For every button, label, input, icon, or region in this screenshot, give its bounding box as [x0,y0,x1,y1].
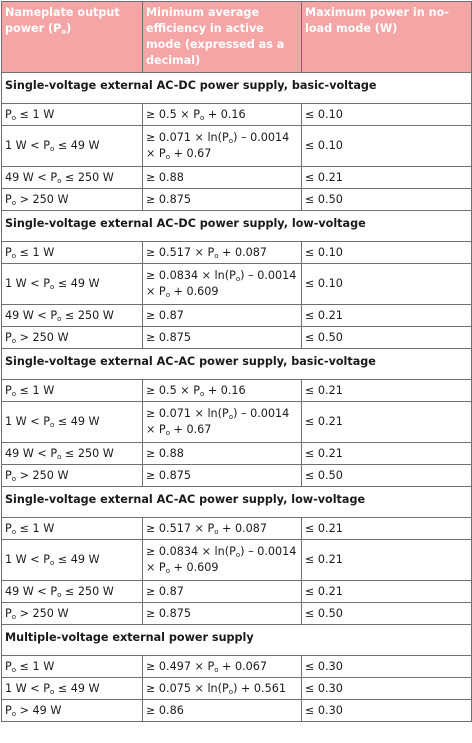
text-part: P [5,659,12,673]
table-row [2,327,472,349]
subscript: o [11,612,17,621]
section-row [2,211,472,242]
text-part: ≥ 0.497 × P [146,659,215,673]
noload-power-cell: ≤ 0.10 [302,104,472,126]
text-part: ) – 0.0014 × P [146,131,290,160]
text-part: ≤ 250 W [61,308,114,322]
noload-power-cell: ≤ 0.30 [302,656,472,678]
text-part: ≥ 0.87 [146,308,184,322]
text-part: > 250 W [16,468,69,482]
power-range-cell [2,104,143,126]
table-row [2,305,472,327]
text-part: ≥ 0.517 × P [146,521,215,535]
text-part: ≤ 250 W [61,446,114,460]
noload-power-cell: ≤ 0.21 [302,443,472,465]
efficiency-cell [143,518,302,540]
subscript: o [11,113,17,122]
text-part: 49 W < P [5,446,58,460]
text-part: ≤ 49 W [54,415,100,428]
text-part: P [5,703,12,717]
text-part: ≤ 1 W [16,659,55,673]
efficiency-cell [143,264,302,305]
text-part: 49 W < P [5,308,58,322]
subscript: o [11,474,17,483]
subscript: o [49,145,55,153]
text-part: + 0.087 [218,521,268,535]
text-part: ≤ 49 W [54,139,100,152]
noload-power-cell: ≤ 0.21 [302,581,472,603]
power-range-cell [2,700,143,722]
efficiency-cell [143,603,302,625]
text-part: P [5,606,12,620]
text-part: ≥ 0.071 × ln(P [146,407,229,420]
power-range-cell [2,126,143,167]
noload-power-cell: ≤ 0.21 [302,380,472,402]
text-part: ≥ 0.88 [146,170,184,184]
efficiency-cell [143,305,302,327]
subscript: o [228,413,234,421]
text-part: ≥ 0.875 [146,192,191,206]
text-part: P [5,521,12,535]
text-part: ) – 0.0014 × P [146,269,297,298]
efficiency-cell [143,581,302,603]
subscript: o [199,113,205,122]
text-part: ≤ 250 W [61,584,114,598]
subscript: o [165,291,170,299]
table-row [2,126,472,167]
header-max-noload-power: Maximum power in no-load mode (W) [302,2,472,73]
efficiency-cell [143,678,302,700]
text-part: > 250 W [16,330,69,344]
text-part: P [5,245,12,259]
subscript: o [214,665,219,674]
text-part: P [5,107,12,121]
text-part: ≥ 0.875 [146,330,191,344]
section-title: Single-voltage external AC-AC power supply, low-voltage [2,487,472,518]
text-part: P [5,330,12,344]
efficiency-cell [143,656,302,678]
power-range-cell [2,327,143,349]
table-row [2,678,472,700]
noload-power-cell: ≤ 0.21 [302,167,472,189]
header-nameplate-power: Nameplate output power $(P_o)$ [2,2,143,73]
text-part: 1 W < P [5,277,50,290]
text-part: P [5,192,12,206]
subscript: o [11,527,17,536]
efficiency-cell [143,126,302,167]
table-row [2,167,472,189]
subscript: o [228,137,234,145]
section-row [2,487,472,518]
section-title: Multiple-voltage external power supply [2,625,472,656]
section-title: Single-voltage external AC-DC power supply, low-voltage [2,211,472,242]
text-part: ≥ 0.071 × ln(P [146,131,229,144]
table-row [2,465,472,487]
text-part: ≥ 0.517 × P [146,245,215,259]
section-title: Single-voltage external AC-DC power supply, basic-voltage [2,73,472,104]
subscript: o [228,687,234,696]
power-range-cell [2,443,143,465]
subscript: o [11,665,17,674]
noload-power-cell: ≤ 0.21 [302,402,472,443]
table-row [2,540,472,581]
subscript: o [11,251,17,260]
text-part: ≤ 1 W [16,245,55,259]
text-part: 1 W < P [5,415,50,428]
text-part: ≥ 0.875 [146,606,191,620]
subscript: o [235,551,241,559]
header-row [2,2,472,73]
power-range-cell [2,264,143,305]
noload-power-cell: ≤ 0.21 [302,540,472,581]
text-part: P [5,383,12,397]
text-part: 49 W < P [5,170,58,184]
section-title: Single-voltage external AC-AC power supply, basic-voltage [2,349,472,380]
efficiency-standards-table [1,1,472,722]
text-part: 49 W < P [5,584,58,598]
text-part: 1 W < P [5,139,50,152]
noload-power-cell: ≤ 0.30 [302,700,472,722]
noload-power-cell: ≤ 0.50 [302,603,472,625]
power-range-cell [2,465,143,487]
subscript: o [57,314,62,323]
section-row [2,625,472,656]
noload-power-cell: ≤ 0.10 [302,242,472,264]
efficiency-cell [143,443,302,465]
power-range-cell [2,189,143,211]
table-row [2,603,472,625]
subscript: o [11,709,17,718]
subscript: o [57,590,62,599]
table-row [2,189,472,211]
text-part: ≥ 0.0834 × ln(P [146,269,236,282]
text-part: + 0.16 [204,383,246,397]
efficiency-cell [143,327,302,349]
text-part: ≤ 1 W [16,383,55,397]
efficiency-cell [143,700,302,722]
subscript: o [214,527,219,536]
noload-power-cell: ≤ 0.10 [302,126,472,167]
power-range-cell [2,380,143,402]
text-part: ≥ 0.075 × ln(P [146,681,229,695]
subscript: o [214,251,219,260]
table-row [2,581,472,603]
text-part: ≥ 0.87 [146,584,184,598]
power-range-cell [2,167,143,189]
subscript: o [57,176,62,185]
subscript: o [11,198,17,207]
text-part: ≤ 250 W [61,170,114,184]
table-row [2,264,472,305]
efficiency-cell [143,189,302,211]
text-part: + 0.67 [169,423,212,436]
text-part: 1 W < P [5,553,50,566]
text-part: + 0.087 [218,245,268,259]
noload-power-cell: ≤ 0.50 [302,465,472,487]
subscript: o [199,389,205,398]
table-body [2,73,472,722]
text-part: 1 W < P [5,681,50,695]
power-range-cell [2,305,143,327]
subscript: o [57,452,62,461]
section-row [2,73,472,104]
text-part: ) + 0.561 [233,681,286,695]
noload-power-cell: ≤ 0.50 [302,327,472,349]
text-part: ≥ 0.875 [146,468,191,482]
table-row [2,380,472,402]
noload-power-cell: ≤ 0.21 [302,518,472,540]
noload-power-cell: ≤ 0.30 [302,678,472,700]
text-part: ≥ 0.0834 × ln(P [146,545,236,558]
text-part: ≥ 0.88 [146,446,184,460]
power-range-cell [2,656,143,678]
text-part: + 0.67 [169,147,212,160]
efficiency-cell [143,167,302,189]
power-range-cell [2,242,143,264]
efficiency-cell [143,380,302,402]
efficiency-cell [143,242,302,264]
text-part: ≥ 0.5 × P [146,383,200,397]
text-part: + 0.16 [204,107,246,121]
text-part: P [5,468,12,482]
text-part: ≤ 49 W [54,277,100,290]
text-part: ≤ 1 W [16,521,55,535]
subscript: o [235,275,241,283]
subscript: o [11,389,17,398]
noload-power-cell: ≤ 0.21 [302,305,472,327]
section-row [2,349,472,380]
text-part: ) – 0.0014 × P [146,407,290,436]
efficiency-cell [143,104,302,126]
table-row [2,700,472,722]
text-part: > 250 W [16,192,69,206]
subscript: o [49,559,55,567]
text-part: ≥ 0.86 [146,703,184,717]
text-part: ≤ 1 W [16,107,55,121]
power-range-cell [2,678,143,700]
noload-power-cell: ≤ 0.50 [302,189,472,211]
header-min-efficiency: Minimum average efficiency in active mode (expressed as a decimal) [143,2,302,73]
noload-power-cell: ≤ 0.10 [302,264,472,305]
subscript: o [165,153,170,161]
subscript: o [49,687,55,696]
power-range-cell [2,518,143,540]
text-part: ≤ 49 W [54,553,100,566]
subscript: o [165,429,170,437]
subscript: o [49,283,55,291]
subscript: o [11,336,17,345]
power-range-cell [2,603,143,625]
text-part: > 49 W [16,703,62,717]
power-range-cell [2,540,143,581]
text-part: ≤ 49 W [54,681,100,695]
text-part: + 0.609 [169,561,219,574]
table-row [2,242,472,264]
efficiency-cell [143,402,302,443]
table-row [2,443,472,465]
subscript: o [165,567,170,575]
efficiency-cell [143,465,302,487]
text-part: ) – 0.0014 × P [146,545,297,574]
text-part: + 0.609 [169,285,219,298]
power-range-cell [2,581,143,603]
table-row [2,402,472,443]
power-range-cell [2,402,143,443]
text-part: > 250 W [16,606,69,620]
table-row [2,656,472,678]
subscript: o [49,421,55,429]
text-part: + 0.067 [218,659,268,673]
table-row [2,104,472,126]
table-row [2,518,472,540]
efficiency-cell [143,540,302,581]
text-part: ≥ 0.5 × P [146,107,200,121]
